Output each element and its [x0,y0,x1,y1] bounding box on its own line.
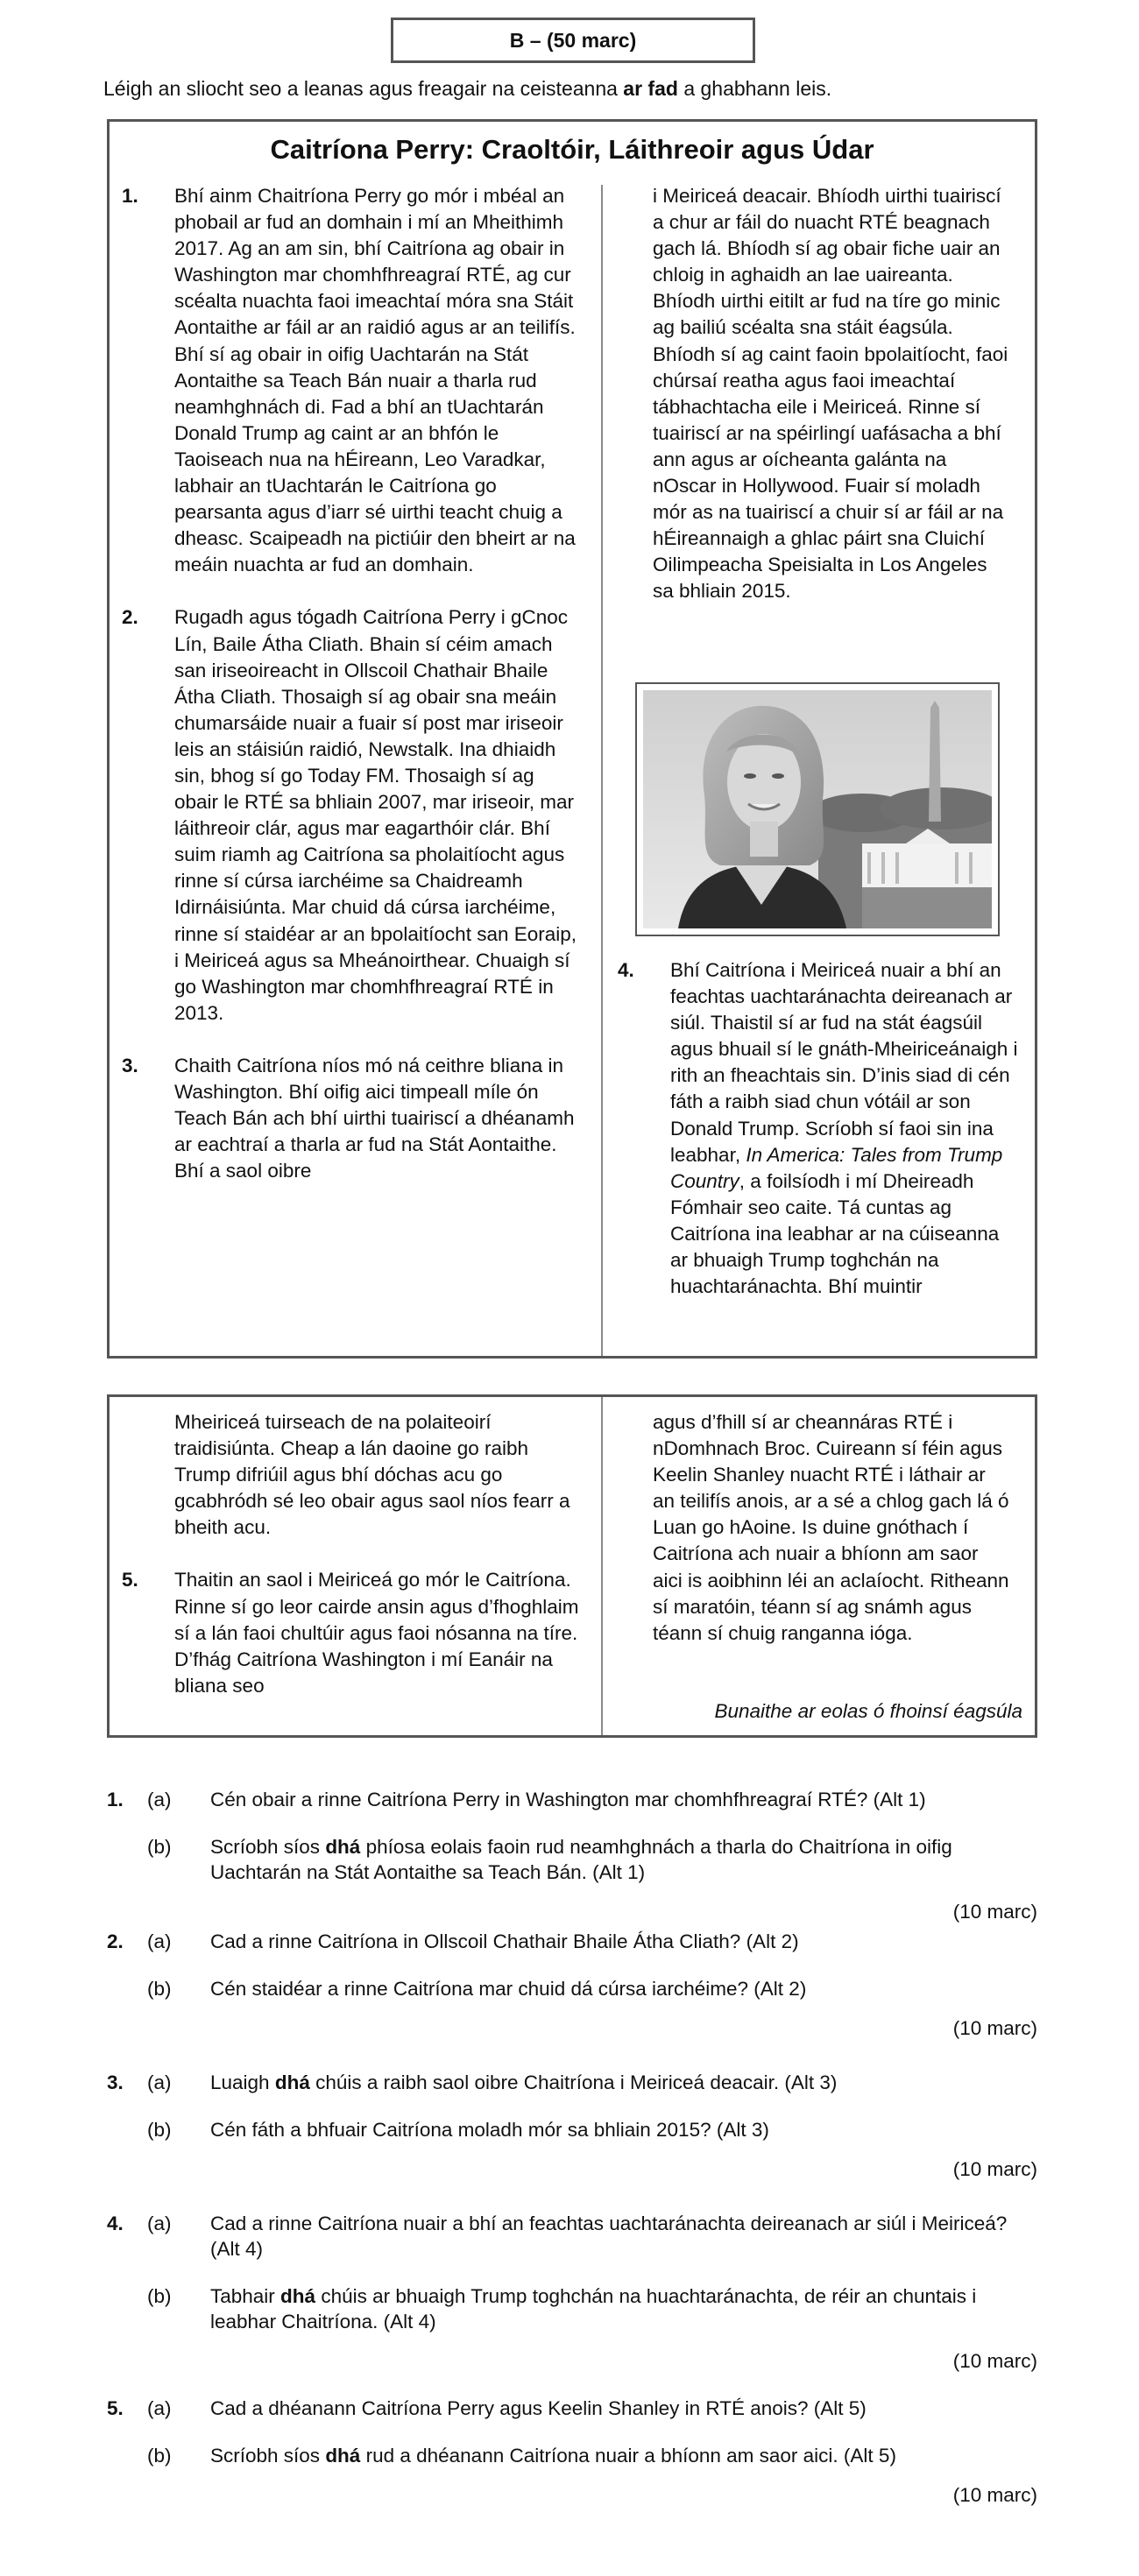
paragraph-2 [122,604,583,1027]
question-part-b [107,1976,1037,2001]
part-label: (a) [147,2397,172,2419]
paragraph-5 [122,1567,583,1698]
paragraph-text: , a foilsíodh i mí Dheireadh Fómhair seo caite. Tá cuntas ag Caitríona ina leabhar ar na cúiseanna ar bhuaigh Trump toghchán na huachtaránachta. Bhí muintir [670,1169,1000,1298]
part-label: (b) [147,2285,172,2307]
article-box-2 [107,1394,1037,1738]
right-column [653,1409,1012,1647]
question-part-b: (b) Scríobh síos dhá rud a dhéanann Caitríona nuair a bhíonn am saor aici. (Alt 5) [147,2445,896,2467]
question-4 [107,2211,1037,2372]
part-label: (b) [147,1836,172,1858]
paragraph-5-continued: agus d’fhill sí ar cheannáras RTÉ i nDomhnach Broc. Cuireann sí féin agus Keelin Shanley nuacht RTÉ i láthair ar an teilifís anois, ar a sé a chlog gach lá ó Luan go hAoine. Is duine gnóthach í Caitríona ach nuair a bhíonn am saor aici is aoibhinn léi an aclaíocht. Ritheann sí maratóin, téann sí ag snámh agus téann sí chuig ranganna ióga. [653,1411,1009,1644]
question-2 [107,1929,1037,2039]
article-box-1 [107,119,1037,1359]
question-part-b: (b) Scríobh síos dhá phíosa eolais faoin rud neamhghnách a tharla do Chaitríona in oifig Uachtarán na Stát Aontaithe sa Teach Bán. (Alt 1) [147,1836,952,1883]
question-number: 4. [107,2213,124,2234]
part-label: (b) [147,1978,172,2000]
paragraph-text: Bhí Caitríona i Meiriceá nuair a bhí an feachtas uachtaránachta deireanach ar siúl. Thaistil sí ar fud na stát éagsúil agus bhuail sí le gnáth-Mheiriceánaigh i rith an fheachtais sin. D’inis siad di cén fáth a raibh siad chun vótáil ar son Donald Trump. Scríobh sí faoi sin ina leabhar, [670,959,1018,1166]
question-part-a [107,1929,1037,1954]
question-5 [107,2396,1037,2506]
paragraph-text: Chaith Caitríona níos mó ná ceithre bliana in Washington. Bhí oifig aici timpeall míle ón Teach Bán ach bhí uirthi tuairiscí a dhéanamh ar eachtraí a tharla ar fud na Stát Aontaithe. Bhí a saol oibre [174,1054,575,1182]
marks-label: (10 marc) [952,2017,1037,2039]
article-title: Caitríona Perry: Craoltóir, Láithreoir agus Údar [270,134,874,165]
question-text: Cad a dhéanann Caitríona Perry agus Keelin Shanley in RTÉ anois? (Alt 5) [210,2397,867,2419]
part-label: (a) [147,1930,172,1952]
question-text: Cad a rinne Caitríona in Ollscoil Chathair Bhaile Átha Cliath? (Alt 2) [210,1930,799,1952]
right-column-top [653,183,1012,605]
question-number: 2. [107,1930,124,1952]
paragraph-3-continued: i Meiriceá deacair. Bhíodh uirthi tuairiscí a chur ar fáil do nuacht RTÉ beagnach gach lá. Bhíodh sí ag obair fiche uair an chloig in aghaidh an lae uaireanta. Bhíodh uirthi eitilt ar fud na tíre go minic ag bailiú scéalta sna stáit éagsúla. Bhíodh sí ag caint faoin bpolaitíocht, faoi chúrsaí reatha agus faoi imeachtaí tábhachtacha eile i Meiriceá. Rinne sí tuairiscí ar na spéirlingí uafásacha a bhí ann agus ar oícheanta galánta na nOscar in Hollywood. Fuair sí moladh mór as na tuairiscí a chuir sí ar fáil ar na hÉireannaigh a ghlac páirt sna Cluichí Oilimpeacha Speisialta in Los Angeles sa bhliain 2015. [653,185,1008,603]
part-label: (b) [147,2119,172,2141]
question-part-a: 3. (a) Luaigh dhá chúis a raibh saol oibre Chaitríona i Meiriceá deacair. (Alt 3) [107,2071,838,2093]
paragraph-text: Mheiriceá tuirseach de na polaiteoirí traidisiúnta. Cheap a lán daoine go raibh Trump difriúil agus bhí dóchas acu go gcabhródh sé leo obair agus saol níos fearr a bheith acu. [174,1411,570,1539]
question-number: 1. [107,1789,124,1810]
question-text: Cén obair a rinne Caitríona Perry in Washington mar chomhfhreagraí RTÉ? (Alt 1) [210,1789,926,1810]
paragraph-number: 5. [122,1569,138,1591]
paragraph-number: 2. [122,606,138,629]
section-title: B – (50 marc) [391,18,755,63]
question-number: 5. [107,2397,124,2419]
right-column-bottom [618,957,1021,1300]
question-part-a [107,2396,1037,2421]
part-label: (a) [147,1789,172,1810]
paragraph-number: 3. [122,1054,138,1076]
question-number: 3. [107,2071,124,2093]
paragraph-text: Bhí ainm Chaitríona Perry go mór i mbéal an phobail ar fud an domhain i mí an Mheithimh 2017. Ag an am sin, bhí Caitríona ag obair in Washington mar chomhfhreagraí RTÉ, ag cur scéalta nuachta faoi imeachtaí móra sna Stáit Aontaithe ar fáil ar an raidió agus ar an teilifís. Bhí sí ag obair in oifig Uachtarán na Stát Aontaithe sa Teach Bán nuair a tharla rud neamhghnách di. Fad a bhí an tUachtarán Donald Trump ag caint ar an bhfón le Taoiseach nua na hÉireann, Leo Varadkar, labhair an tUachtarán le Caitríona go pearsanta agus d’iarr sé uirthi teacht chuig a dheasc. Scaipeadh na pictiúir den bheirt ar na meáin nuachta ar fud an domhain. [174,185,576,576]
portrait-photo-image [643,690,992,928]
paragraph-1 [122,183,583,578]
paragraph-number: 4. [618,959,634,981]
source-note: Bunaithe ar eolas ó fhoinsí éagsúla [714,1700,1022,1722]
left-column [122,1409,583,1699]
question-text: Cad a rinne Caitríona nuair a bhí an feachtas uachtaránachta deireanach ar siúl i Meiriceá? (Alt 4) [210,2213,1008,2260]
marks-label: (10 marc) [952,2484,1037,2506]
question-part-a [107,2211,1037,2262]
paragraph-4 [618,957,1021,1300]
part-label: (a) [147,2071,172,2093]
paragraph-text: Thaitin an saol i Meiriceá go mór le Caitríona. Rinne sí go leor cairde ansin agus d’fhoghlaim sí a lán faoi chultúir agus faoi nósanna na tíre. D’fhág Caitríona Washington i mí Eanáir na bliana seo [174,1569,579,1697]
question-text: Cén staidéar a rinne Caitríona mar chuid dá cúrsa iarchéime? (Alt 2) [210,1978,807,2000]
question-1 [107,1787,1037,1923]
portrait-photo [635,682,1000,936]
marks-label: (10 marc) [952,2350,1037,2372]
column-divider [601,1397,603,1735]
part-label: (b) [147,2445,172,2467]
paragraph-text: Rugadh agus tógadh Caitríona Perry i gCnoc Lín, Baile Átha Cliath. Bhain sí céim amach san iriseoireacht in Ollscoil Chathair Bhaile Átha Cliath. Thosaigh sí ag obair sna meáin chumarsáide nuair a fuair sí post mar iriseoir leis an stáisiún raidió, Newstalk. Ina dhiaidh sin, bhog sí go Today FM. Thosaigh sí ag obair le RTÉ sa bhliain 2007, mar iriseoir, mar láithreoir clár, agus mar eagarthóir clár. Bhí suim riamh ag Caitríona sa pholaitíocht agus rinne sí cúrsa iarchéime sa Chaidreamh Idirnáisiúnta. Mar chuid dá cúrsa iarchéime, rinne sí staidéar ar an bpolaitíocht san Eoraip, i Meiriceá agus sa Mheánoirthear. Chuaigh sí go Washington mar chomhfhreagraí RTÉ in 2013. [174,606,577,1024]
paragraph-3 [122,1053,583,1184]
question-3 [107,2070,1037,2180]
marks-label: (10 marc) [952,1901,1037,1923]
marks-label: (10 marc) [952,2158,1037,2180]
paragraph-number: 1. [122,185,138,207]
question-part-a [107,1787,1037,1812]
question-part-b: (b) Tabhair dhá chúis ar bhuaigh Trump toghchán na huachtaránachta, de réir an chuntais i leabhar Chaitríona. (Alt 4) [147,2285,977,2333]
column-divider [601,185,603,1356]
question-part-b [107,2117,1037,2142]
paragraph-4-continued [122,1409,583,1541]
book-title: In America: Tales from Trump Country [670,1143,1003,1192]
question-text: Cén fáth a bhfuair Caitríona moladh mór sa bhliain 2015? (Alt 3) [210,2119,769,2141]
left-column [122,183,583,1184]
part-label: (a) [147,2213,172,2234]
instruction: Léigh an sliocht seo a leanas agus freagair na ceisteanna ar fad a ghabhann leis. [103,77,832,100]
